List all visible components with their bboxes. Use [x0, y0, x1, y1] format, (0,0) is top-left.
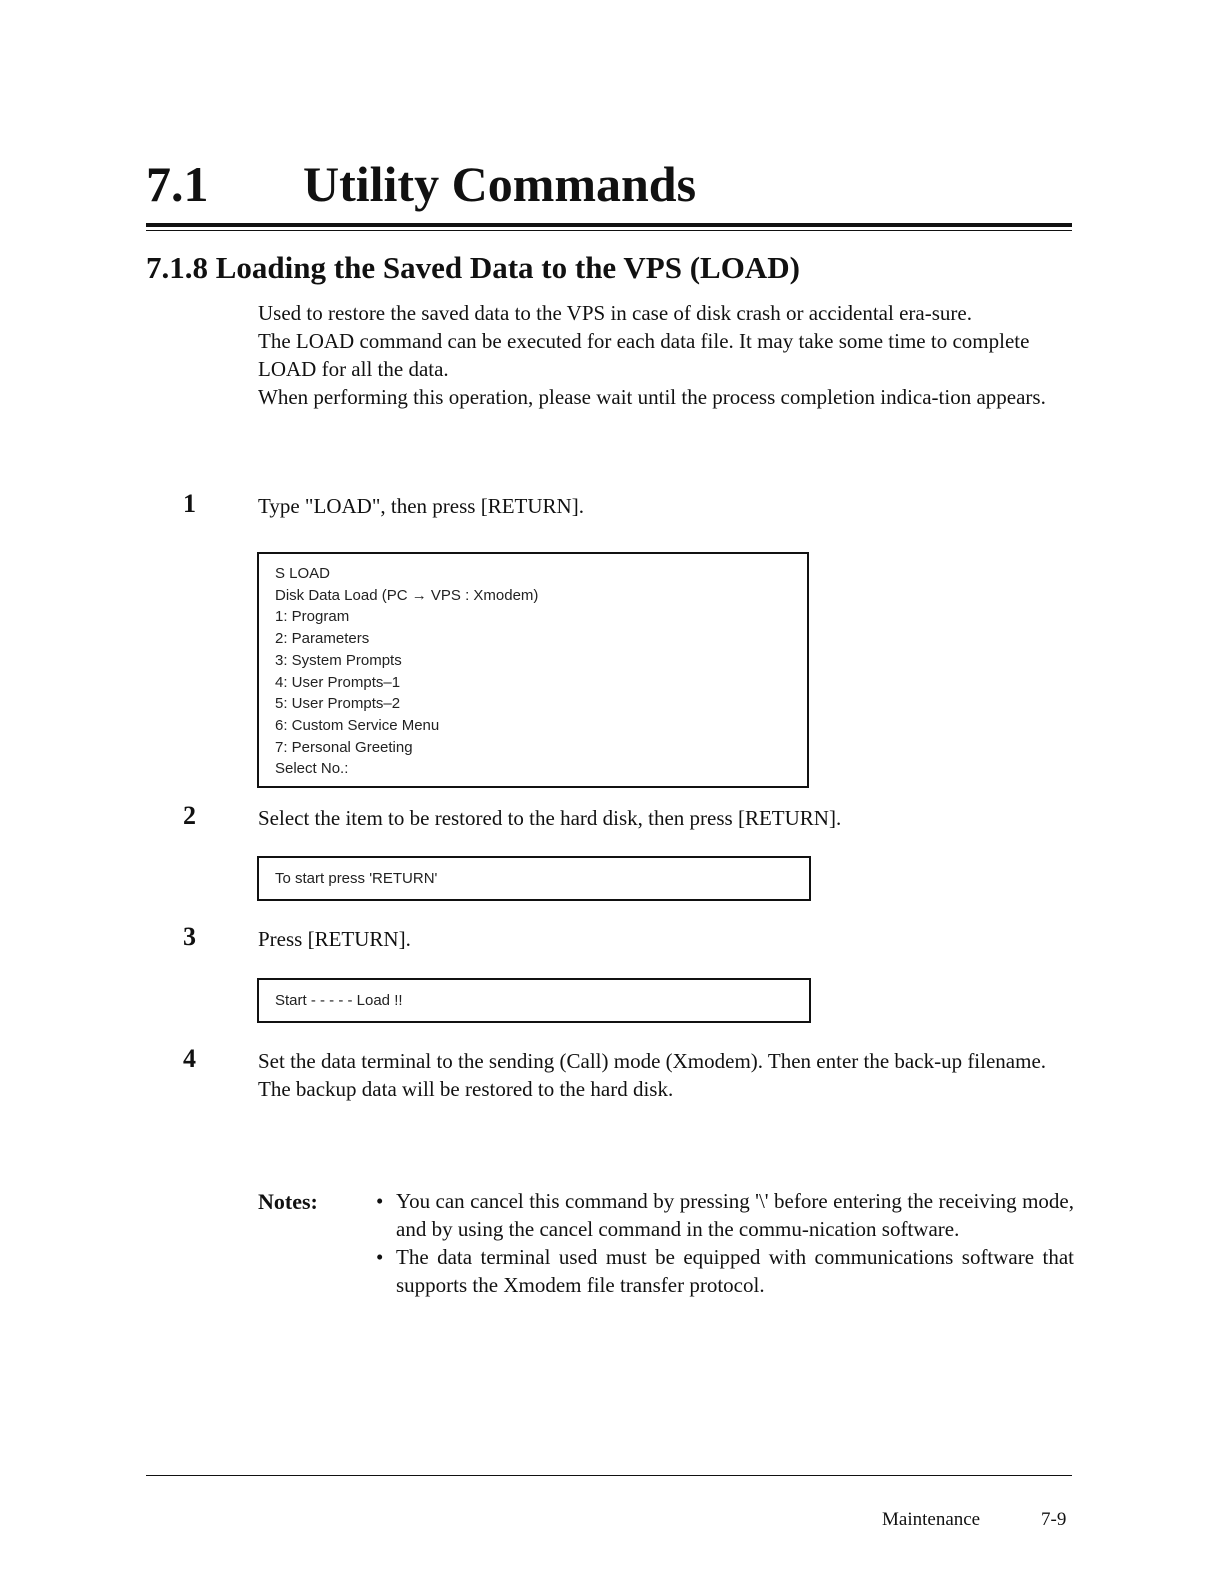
step-instruction: Type "LOAD", then press [RETURN].: [258, 494, 584, 518]
terminal-line: 5: User Prompts–2: [275, 695, 401, 713]
notes-list: [376, 1187, 1074, 1299]
bullet-icon: •: [376, 1189, 384, 1213]
section-title: 7.1.8 Loading the Saved Data to the VPS (LOAD): [146, 250, 800, 285]
notes-label: Notes:: [258, 1189, 318, 1214]
terminal-lines: [259, 858, 809, 890]
step-number: 2: [183, 801, 196, 830]
terminal-line: 7: Personal Greeting: [275, 738, 413, 756]
step-instruction: Set the data terminal to the sending (Call) mode (Xmodem). Then enter the back-up filename.: [258, 1049, 1047, 1073]
terminal-line: Start - - - - - Load !!: [275, 992, 403, 1009]
terminal-line: S LOAD: [275, 565, 331, 582]
terminal-line: 4: User Prompts–1: [275, 673, 401, 691]
step-number: 1: [183, 489, 196, 518]
step-result: The backup data will be restored to the hard disk.: [258, 1077, 674, 1101]
note-item: [376, 1243, 1074, 1299]
chapter-rule: [146, 223, 1072, 227]
note-item: [376, 1187, 1074, 1243]
chapter-number: 7.1: [146, 156, 209, 212]
note-text: The data terminal used must be equipped with communications software that supports the Xmodem file transfer protocol.: [396, 1245, 1074, 1297]
terminal-line: To start press 'RETURN': [275, 870, 438, 887]
terminal-lines: [259, 980, 809, 1012]
step-text: [258, 1047, 1073, 1103]
terminal-line: 3: System Prompts: [275, 651, 402, 669]
note-text: You can cancel this command by pressing '\' before entering the receiving mode, and by using the cancel command in the commu-nication software.: [396, 1189, 1074, 1241]
step-text: [258, 925, 1073, 953]
terminal-screen: [257, 856, 811, 901]
footer-page-number: 7-9: [1041, 1509, 1067, 1530]
terminal-line: Disk Data Load (PC → VPS : Xmodem): [275, 586, 539, 604]
terminal-screen: [257, 978, 811, 1023]
footer-rule: [146, 1475, 1072, 1476]
step-instruction: Press [RETURN].: [258, 927, 411, 951]
terminal-line: 2: Parameters: [275, 630, 370, 648]
step-number: 4: [183, 1044, 196, 1073]
intro-paragraph: When performing this operation, please wait until the process completion indica-tion appears.: [258, 385, 1046, 409]
terminal-lines: [259, 554, 807, 780]
step-text: [258, 492, 1073, 520]
intro-text: [258, 299, 1073, 411]
terminal-line: Select No.:: [275, 760, 349, 778]
chapter-rule-thin: [146, 230, 1072, 231]
step-number: 3: [183, 922, 196, 951]
chapter-title: Utility Commands: [303, 156, 697, 212]
terminal-line: 1: Program: [275, 608, 350, 626]
intro-paragraph: The LOAD command can be executed for each data file. It may take some time to complete LOAD for all the data.: [258, 329, 1030, 381]
step-instruction: Select the item to be restored to the hard disk, then press [RETURN].: [258, 806, 842, 830]
terminal-screen: [257, 552, 809, 788]
step-text: [258, 804, 1073, 832]
terminal-line: 6: Custom Service Menu: [275, 716, 440, 734]
footer-section-name: Maintenance: [882, 1509, 981, 1530]
intro-paragraph: Used to restore the saved data to the VPS in case of disk crash or accidental era-sure.: [258, 301, 972, 325]
bullet-icon: •: [376, 1245, 384, 1269]
